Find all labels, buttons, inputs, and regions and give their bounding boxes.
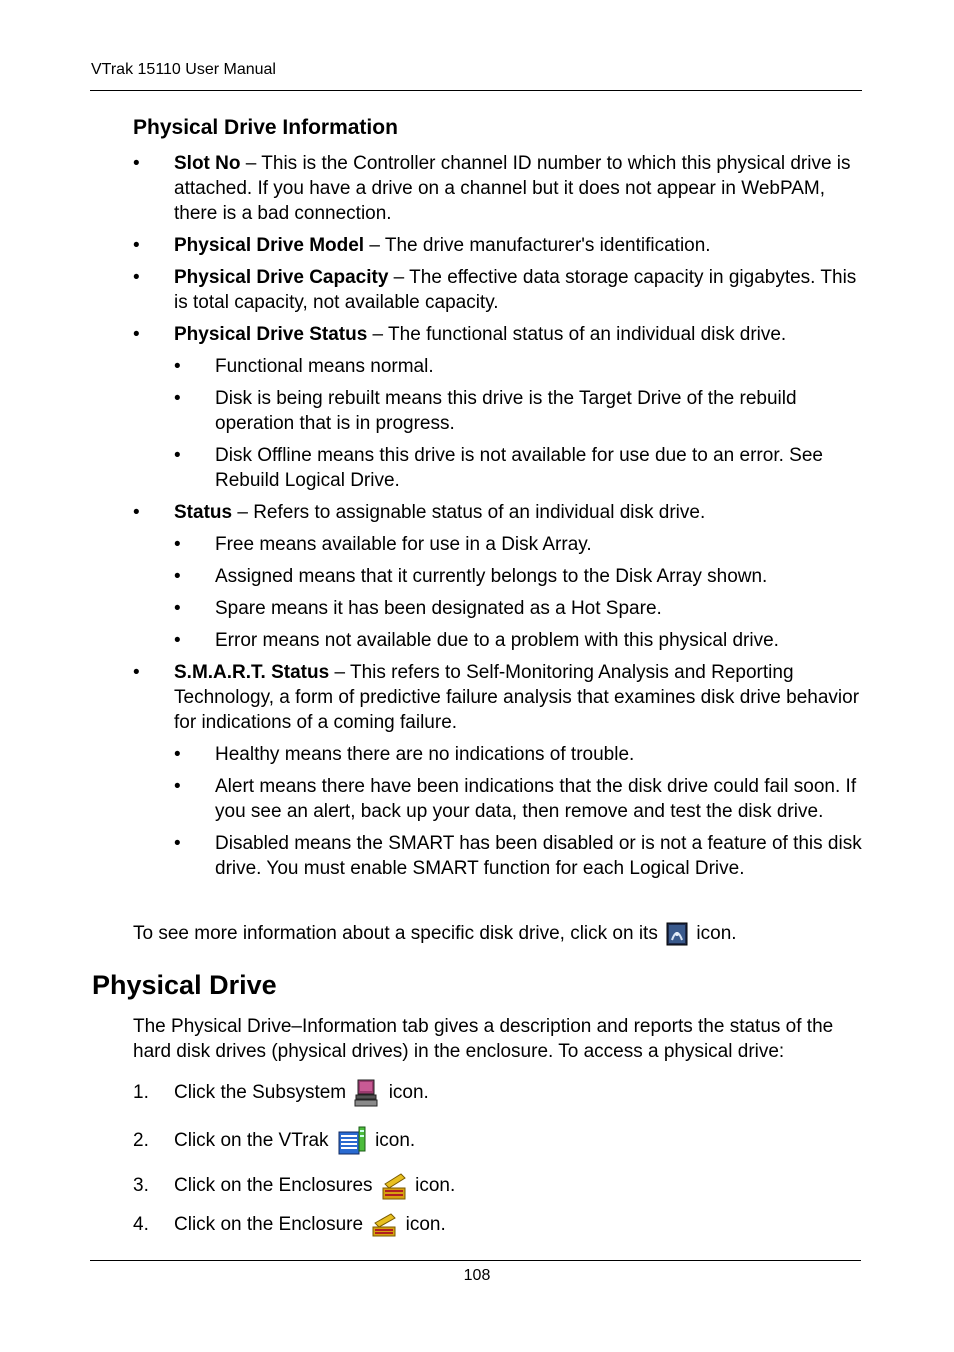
bullet: • <box>174 566 181 587</box>
header-rule <box>90 90 862 91</box>
sub-list-item <box>0 774 865 824</box>
bullet: • <box>174 356 181 377</box>
bullet: • <box>133 235 140 256</box>
description: – Refers to assignable status of an individual disk drive. <box>232 502 706 523</box>
term: Physical Drive Capacity <box>174 267 389 288</box>
bullet: • <box>174 630 181 651</box>
list-item-drive-capacity <box>0 265 864 315</box>
step-suffix: icon. <box>415 1175 456 1197</box>
bullet: • <box>174 534 181 555</box>
physical-drive-intro: The Physical Drive–Information tab gives a description and reports the status of the hard disk drives (physical drives) in the enclosure. To access a physical drive: <box>133 1016 834 1062</box>
step-text: Click on the VTrak <box>174 1130 329 1152</box>
disk-drive-icon[interactable] <box>666 922 688 946</box>
step-suffix: icon. <box>375 1130 416 1152</box>
bullet: • <box>174 445 181 466</box>
term: Slot No <box>174 153 241 174</box>
bullet: • <box>174 744 181 765</box>
sub-item-text: Error means not available due to a problem with this physical drive. <box>215 630 779 651</box>
sub-item-text: Spare means it has been designated as a Hot Spare. <box>215 598 662 619</box>
vtrak-icon[interactable] <box>337 1126 367 1156</box>
description: – This is the Controller channel ID number to which this physical drive is attached. If you have a drive on a channel but it does not appear in WebPAM, there is a bad connection. <box>174 153 851 224</box>
sub-list-item <box>0 443 865 493</box>
sub-item-text: Functional means normal. <box>215 356 434 377</box>
sub-list-item <box>0 354 865 379</box>
step-text: Click on the Enclosure <box>174 1214 364 1235</box>
sub-list-item <box>0 628 865 653</box>
sub-item-text: Disabled means the SMART has been disabled or is not a feature of this disk drive. You must enable SMART function for each Logical Drive. <box>215 833 862 879</box>
sub-item-text: Free means available for use in a Disk Array. <box>215 534 592 555</box>
sub-list-item <box>0 596 865 621</box>
section-heading: Physical Drive Information <box>133 116 398 139</box>
enclosures-icon[interactable] <box>381 1172 407 1200</box>
step-text: Click on the Enclosures <box>174 1175 373 1197</box>
bullet: • <box>133 502 140 523</box>
step-text: Click the Subsystem <box>174 1082 347 1104</box>
sub-item-text: Disk Offline means this drive is not available for use due to an error. See Rebuild Logical Drive. <box>215 445 823 491</box>
more-info-paragraph <box>133 921 873 946</box>
bullet: • <box>133 153 140 174</box>
term: Physical Drive Model <box>174 235 365 256</box>
definition-list <box>0 151 954 881</box>
bullet: • <box>133 267 140 288</box>
page-number: 108 <box>463 1267 491 1284</box>
step-number: 4. <box>133 1214 149 1235</box>
step-3 <box>133 1172 455 1200</box>
more-info-text: To see more information about a specific disk drive, click on its <box>133 923 658 944</box>
sub-item-text: Disk is being rebuilt means this drive is the Target Drive of the rebuild operation that is in progress. <box>215 388 797 434</box>
description: – The drive manufacturer's identification. <box>364 235 711 256</box>
bullet: • <box>133 324 140 345</box>
description: – The effective data storage capacity in gigabytes. This is total capacity, not available capacity. <box>174 267 857 313</box>
bullet: • <box>133 662 140 683</box>
description: – This refers to Self-Monitoring Analysis and Reporting Technology, a form of predictive failure analysis that examines disk drive behavior for indications of a coming failure. <box>174 662 860 733</box>
bullet: • <box>174 833 181 854</box>
description: – The functional status of an individual disk drive. <box>367 324 787 345</box>
enclosure-icon[interactable] <box>371 1213 397 1237</box>
list-item-smart-status <box>0 660 864 735</box>
list-item-drive-model <box>0 233 864 258</box>
list-item-status <box>0 500 864 525</box>
sub-item-text: Assigned means that it currently belongs to the Disk Array shown. <box>215 566 768 587</box>
step-1 <box>133 1079 429 1107</box>
subsystem-icon[interactable] <box>354 1079 380 1107</box>
sub-list-item <box>0 532 865 557</box>
more-info-suffix: icon. <box>696 923 737 944</box>
sub-list-item <box>0 564 865 589</box>
step-number: 2. <box>133 1130 149 1152</box>
sub-list-item <box>0 386 865 436</box>
term: Physical Drive Status <box>174 324 368 345</box>
list-item-slot-no <box>0 151 864 226</box>
step-number: 3. <box>133 1175 149 1197</box>
list-item-drive-status <box>0 322 864 347</box>
bullet: • <box>174 598 181 619</box>
sub-item-text: Healthy means there are no indications of trouble. <box>215 744 635 765</box>
step-number: 1. <box>133 1082 149 1104</box>
step-suffix: icon. <box>405 1214 446 1235</box>
bullet: • <box>174 388 181 409</box>
footer-rule <box>90 1260 861 1261</box>
physical-drive-heading: Physical Drive <box>92 970 277 1000</box>
term: S.M.A.R.T. Status <box>174 662 330 683</box>
step-4 <box>133 1212 446 1237</box>
manual-title: VTrak 15110 User Manual <box>91 61 276 78</box>
sub-list-item <box>0 831 865 881</box>
bullet: • <box>174 776 181 797</box>
step-2 <box>133 1126 415 1156</box>
term: Status <box>174 502 233 523</box>
sub-item-text: Alert means there have been indications that the disk drive could fail soon. If you see an alert, back up your data, then remove and test the disk drive. <box>215 776 857 822</box>
sub-list-item <box>0 742 865 767</box>
step-suffix: icon. <box>388 1082 429 1104</box>
